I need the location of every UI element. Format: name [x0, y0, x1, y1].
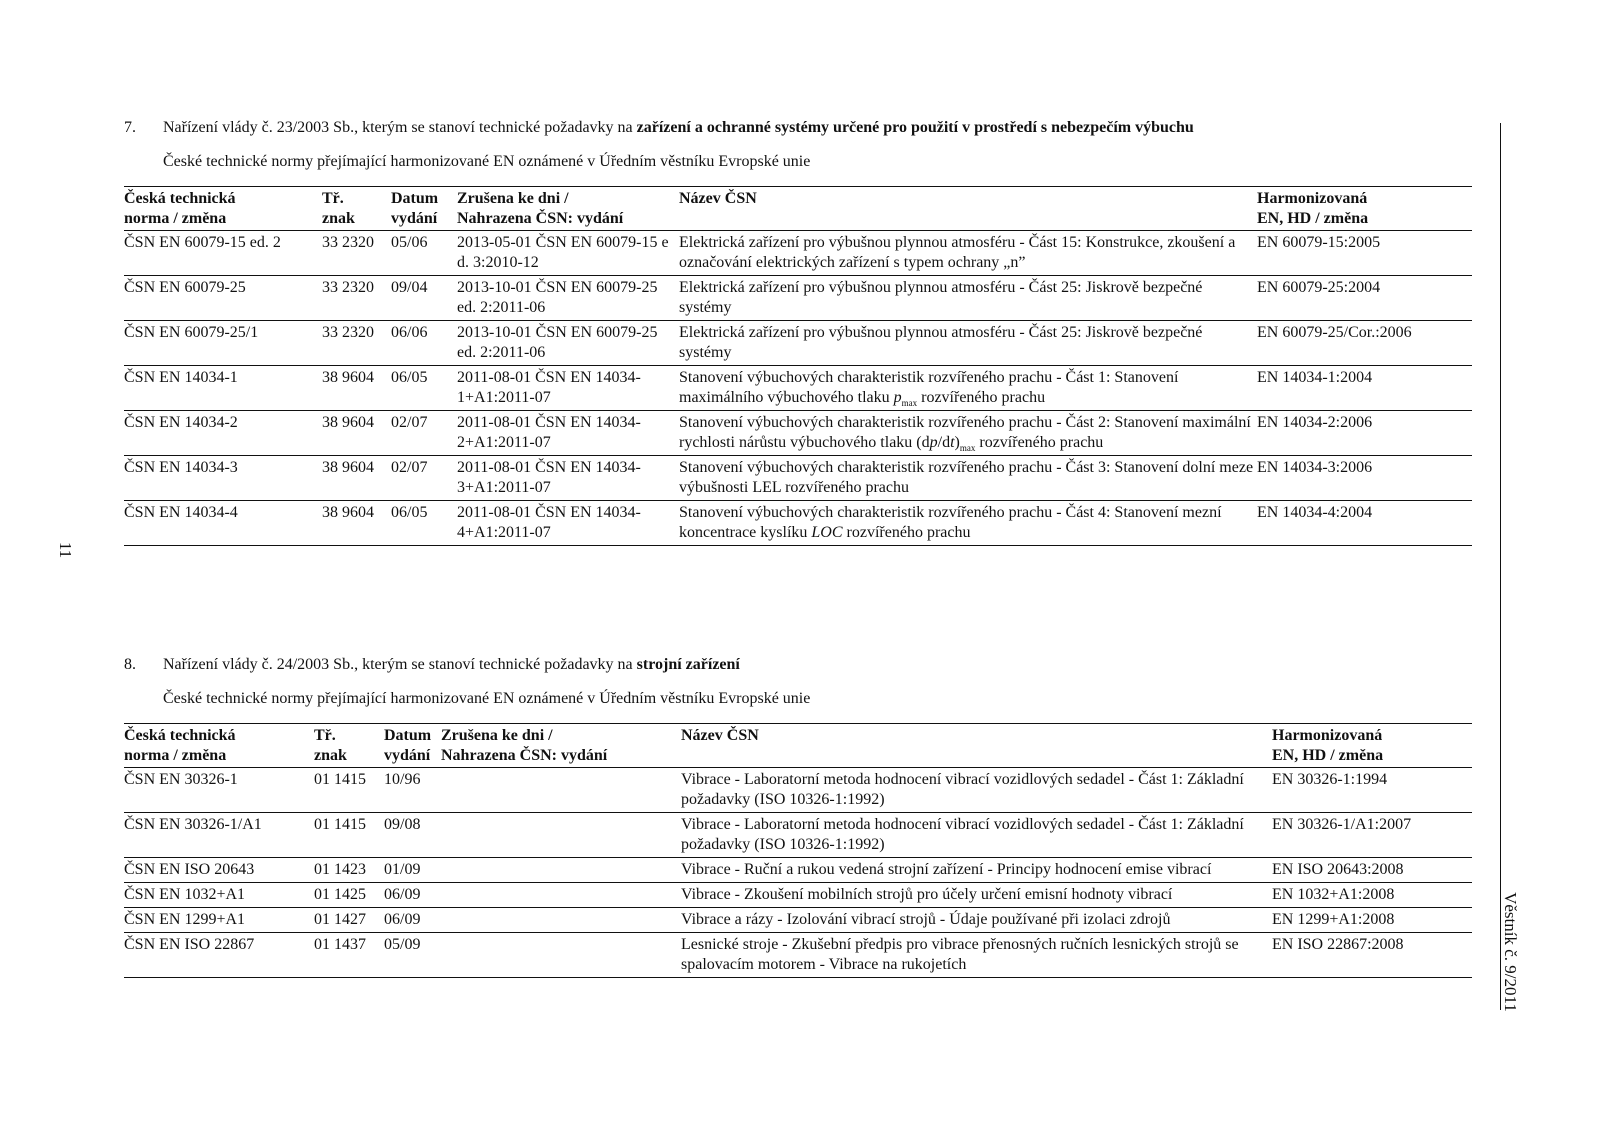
- cell-harmon: EN 60079-15:2005: [1257, 234, 1381, 251]
- cell-zrusena: 2011-08-01 ČSN EN 14034-1+A1:2011-07: [457, 366, 679, 411]
- cell-zrusena: 2013-10-01 ČSN EN 60079-25 ed. 2:2011-06: [457, 321, 679, 366]
- cell-znak: 38 9604: [322, 456, 391, 501]
- table-header-row: [124, 187, 1472, 231]
- cell-nazev: Vibrace - Laboratorní metoda hodnocení vibrací vozidlových sedadel - Část 1: Základní požadavky (ISO 10326-1:1992): [681, 771, 1244, 808]
- cell-nazev: Lesnické stroje - Zkušební předpis pro vibrace přenosných ručních lesnických strojů se spalovacím motorem - Vibrace na rukojetích: [681, 933, 1272, 978]
- cell-datum: 09/08: [384, 813, 441, 858]
- cell-datum: 06/09: [384, 908, 441, 933]
- cell-nazev: Vibrace - Laboratorní metoda hodnocení vibrací vozidlových sedadel - Část 1: Základní požadavky (ISO 10326-1:1992): [681, 813, 1272, 858]
- col-header-znak: Tř. znak: [314, 724, 384, 768]
- cell-nazev: Stanovení výbuchových charakteristik rozvířeného prachu - Část 1: Stanovení maximálního výbuchového tlaku $p_{max}$ rozvířeného prachu: [679, 366, 1257, 411]
- cell-harmon: EN 14034-1:2004: [1257, 366, 1472, 411]
- cell-harmon: EN 14034-4:2004: [1257, 501, 1472, 546]
- cell-znak: 01 1415: [314, 813, 384, 858]
- cell-datum: 06/06: [391, 321, 457, 366]
- section-7-heading: [124, 118, 1472, 138]
- cell-harmon: EN 30326-1:1994: [1272, 771, 1388, 788]
- section-7-number: 7.: [124, 119, 136, 136]
- cell-znak: 38 9604: [322, 366, 391, 411]
- table-row: [124, 456, 1472, 501]
- cell-norma: ČSN EN 60079-25/1: [124, 321, 322, 366]
- col-header-nazev: Název ČSN: [681, 724, 1272, 768]
- section-7-subtitle: České technické normy přejímající harmonizované EN oznámené v Úředním věstníku Evropské unie: [163, 153, 811, 170]
- cell-harmon: EN 60079-25:2004: [1257, 276, 1472, 321]
- table-row: [124, 231, 1472, 276]
- cell-nazev: Stanovení výbuchových charakteristik rozvířeného prachu - Část 2: Stanovení maximální rychlosti nárůstu výbuchového tlaku $(dp/dt)_{max}$ rozvířeného prachu: [679, 411, 1257, 456]
- cell-znak: 01 1425: [314, 883, 384, 908]
- cell-zrusena: 2013-10-01 ČSN EN 60079-25 ed. 2:2011-06: [457, 276, 679, 321]
- cell-norma: ČSN EN 1032+A1: [124, 883, 314, 908]
- cell-norma: ČSN EN 30326-1/A1: [124, 813, 314, 858]
- cell-zrusena: 2013-05-01 ČSN EN 60079-15 ed. 3:2010-12: [457, 234, 669, 271]
- section-8-table: [124, 723, 1472, 978]
- cell-norma: ČSN EN 60079-15 ed. 2: [124, 234, 281, 251]
- cell-harmon: EN 1032+A1:2008: [1272, 883, 1472, 908]
- cell-datum: 05/06: [391, 234, 428, 251]
- cell-harmon: EN 30326-1/A1:2007: [1272, 813, 1472, 858]
- cell-datum: 02/07: [391, 411, 457, 456]
- cell-zrusena: [441, 768, 681, 813]
- section-8-title: Nařízení vlády č. 24/2003 Sb., kterým se stanoví technické požadavky na strojní zařízení: [163, 656, 740, 673]
- cell-nazev: Vibrace - Zkoušení mobilních strojů pro účely určení emisní hodnoty vibrací: [681, 883, 1272, 908]
- cell-znak: 33 2320: [322, 321, 391, 366]
- cell-norma: ČSN EN 14034-2: [124, 411, 322, 456]
- cell-znak: 38 9604: [322, 411, 391, 456]
- cell-norma: ČSN EN 60079-25: [124, 276, 322, 321]
- section-8: [124, 655, 1472, 978]
- table-row: [124, 321, 1472, 366]
- journal-issue: Věstník č. 9/2011: [1501, 892, 1520, 1012]
- col-header-harmon: Harmonizovaná EN, HD / změna: [1272, 724, 1472, 768]
- cell-datum: 06/05: [391, 366, 457, 411]
- cell-datum: 06/09: [384, 883, 441, 908]
- cell-znak: 33 2320: [322, 276, 391, 321]
- cell-nazev: Elektrická zařízení pro výbušnou plynnou atmosféru - Část 25: Jiskrově bezpečné systémy: [679, 276, 1257, 321]
- table-row: [124, 768, 1472, 813]
- col-header-znak: Tř. znak: [322, 187, 391, 231]
- section-8-subtitle: České technické normy přejímající harmonizované EN oznámené v Úředním věstníku Evropské unie: [163, 690, 811, 707]
- col-header-zrusena: Zrušena ke dni / Nahrazena ČSN: vydání: [457, 187, 679, 231]
- section-7-table: [124, 186, 1472, 546]
- section-8-heading: [124, 655, 1472, 675]
- col-header-norma: Česká technická norma / změna: [124, 187, 322, 231]
- cell-znak: 33 2320: [322, 234, 374, 251]
- table-row: [124, 933, 1472, 978]
- table-row: [124, 411, 1472, 456]
- cell-nazev: Stanovení výbuchových charakteristik rozvířeného prachu - Část 3: Stanovení dolní meze výbušnosti LEL rozvířeného prachu: [679, 456, 1257, 501]
- cell-datum: 06/05: [391, 501, 457, 546]
- cell-norma: ČSN EN ISO 22867: [124, 933, 314, 978]
- col-header-zrusena: Zrušena ke dni / Nahrazena ČSN: vydání: [441, 724, 681, 768]
- section-7: [124, 118, 1472, 546]
- cell-datum: 10/96: [384, 771, 421, 788]
- cell-znak: 01 1427: [314, 908, 384, 933]
- page-number: 11: [56, 541, 75, 559]
- cell-nazev: Stanovení výbuchových charakteristik rozvířeného prachu - Část 4: Stanovení mezní koncentrace kyslíku LOC rozvířeného prachu: [679, 501, 1257, 546]
- col-header-norma: Česká technická norma / změna: [124, 724, 314, 768]
- table-row: [124, 813, 1472, 858]
- cell-zrusena: [441, 813, 681, 858]
- cell-znak: 01 1437: [314, 933, 384, 978]
- cell-harmon: EN 14034-2:2006: [1257, 411, 1472, 456]
- cell-zrusena: 2011-08-01 ČSN EN 14034-3+A1:2011-07: [457, 456, 679, 501]
- cell-harmon: EN ISO 20643:2008: [1272, 858, 1472, 883]
- col-header-datum: Datum vydání: [384, 724, 441, 768]
- section-7-title: Nařízení vlády č. 23/2003 Sb., kterým se stanoví technické požadavky na zařízení a ochranné systémy určené pro použití v prostředí s nebezpečím výbuchu: [163, 119, 1194, 136]
- cell-norma: ČSN EN 1299+A1: [124, 908, 314, 933]
- cell-norma: ČSN EN 14034-3: [124, 456, 322, 501]
- cell-harmon: EN 1299+A1:2008: [1272, 908, 1472, 933]
- cell-norma: ČSN EN 30326-1: [124, 771, 238, 788]
- table-row: [124, 858, 1472, 883]
- cell-zrusena: [441, 883, 681, 908]
- cell-nazev: Vibrace a rázy - Izolování vibrací strojů - Údaje používané při izolaci zdrojů: [681, 908, 1272, 933]
- col-header-harmon: Harmonizovaná EN, HD / změna: [1257, 187, 1472, 231]
- table-row: [124, 366, 1472, 411]
- cell-harmon: EN ISO 22867:2008: [1272, 933, 1472, 978]
- cell-harmon: EN 60079-25/Cor.:2006: [1257, 321, 1472, 366]
- table-row: [124, 501, 1472, 546]
- cell-nazev: Elektrická zařízení pro výbušnou plynnou atmosféru - Část 15: Konstrukce, zkoušení a označování elektrických zařízení s typem ochrany „n”: [679, 234, 1236, 271]
- cell-zrusena: [441, 858, 681, 883]
- cell-datum: 01/09: [384, 858, 441, 883]
- cell-norma: ČSN EN 14034-1: [124, 366, 322, 411]
- cell-datum: 05/09: [384, 933, 441, 978]
- cell-nazev: Elektrická zařízení pro výbušnou plynnou atmosféru - Část 25: Jiskrově bezpečné systémy: [679, 321, 1257, 366]
- col-header-datum: Datum vydání: [391, 187, 457, 231]
- table-row: [124, 908, 1472, 933]
- cell-datum: 02/07: [391, 456, 457, 501]
- cell-znak: 01 1415: [314, 771, 366, 788]
- col-header-nazev: Název ČSN: [679, 187, 1257, 231]
- cell-zrusena: 2011-08-01 ČSN EN 14034-4+A1:2011-07: [457, 501, 679, 546]
- cell-znak: 01 1423: [314, 858, 384, 883]
- cell-datum: 09/04: [391, 276, 457, 321]
- section-8-number: 8.: [124, 656, 136, 673]
- cell-nazev: Vibrace - Ruční a rukou vedená strojní zařízení - Principy hodnocení emise vibrací: [681, 858, 1272, 883]
- cell-zrusena: [441, 908, 681, 933]
- cell-harmon: EN 14034-3:2006: [1257, 456, 1472, 501]
- cell-norma: ČSN EN 14034-4: [124, 501, 322, 546]
- table-header-row: [124, 724, 1472, 768]
- table-row: [124, 276, 1472, 321]
- cell-norma: ČSN EN ISO 20643: [124, 858, 314, 883]
- table-row: [124, 883, 1472, 908]
- cell-zrusena: 2011-08-01 ČSN EN 14034-2+A1:2011-07: [457, 411, 679, 456]
- cell-zrusena: [441, 933, 681, 978]
- cell-znak: 38 9604: [322, 501, 391, 546]
